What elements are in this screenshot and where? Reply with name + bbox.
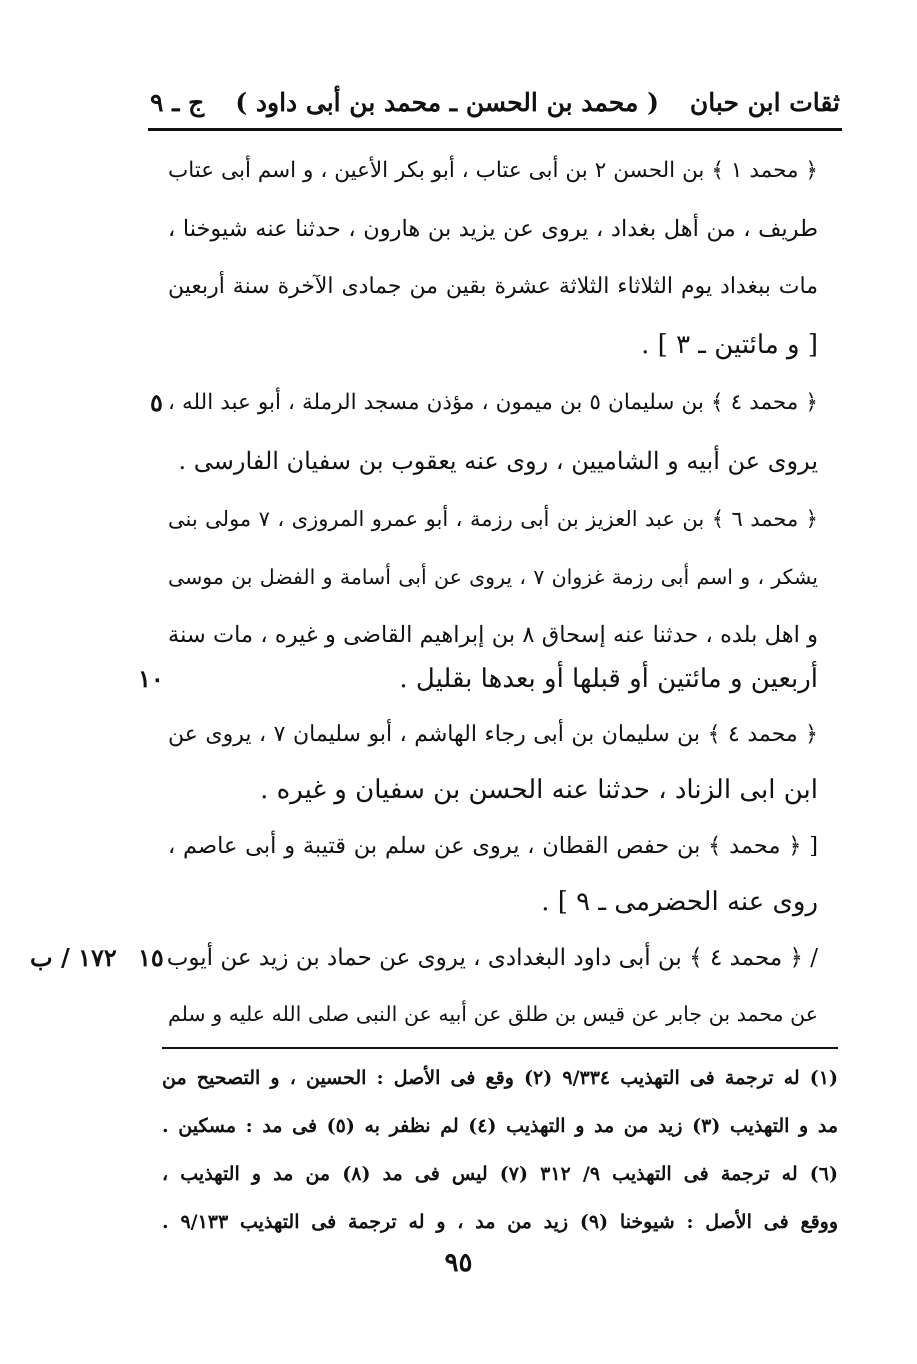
body-line: و اهل بلده ، حدثنا عنه إسحاق ٨ بن إبراهيم القاضى و غيره ، مات سنة — [168, 622, 818, 648]
body-line: / ﴿ محمد ٤ ﴾ بن أبى داود البغدادى ، يروى عن حماد بن زيد عن أيوب — [166, 945, 818, 971]
running-header — [150, 78, 840, 126]
footnote-line: مد و التهذيب (٣) زيد من مد و التهذيب (٤) لم نظفر به (٥) فى مد : مسكين . — [162, 1115, 839, 1137]
body-line: ﴿ محمد ٦ ﴾ بن عبد العزيز بن أبى رزمة ، أبو عمرو المروزى ، ٧ مولى بنى — [168, 507, 818, 531]
page-number: ٩٥ — [444, 1248, 473, 1278]
line-number-15: ١٥ — [138, 943, 164, 972]
footnote-line: (٦) له ترجمة فى التهذيب ٩/ ٣١٢ (٧) ليس فى مد (٨) من مد و التهذيب ، — [162, 1163, 838, 1185]
body-line: [ و مائتين ـ ٣ ] . — [641, 330, 818, 360]
header-range: ( محمد بن الحسن ـ محمد بن أبى داود ) — [235, 87, 659, 117]
body-line: ابن ابى الزناد ، حدثنا عنه الحسن بن سفيان و غيره . — [260, 775, 818, 805]
body-line: ﴿ محمد ٤ ﴾ بن سليمان ٥ بن ميمون ، مؤذن مسجد الرملة ، أبو عبد الله ، — [168, 390, 818, 415]
header-volume: ج ـ ٩ — [150, 87, 205, 117]
body-line: أربعين و مائتين أو قبلها أو بعدها بقليل . — [399, 664, 818, 694]
line-number-5: ٥ — [150, 388, 163, 417]
line-number-10: ١٠ — [138, 664, 164, 693]
body-line: مات ببغداد يوم الثلاثاء الثلاثة عشرة بقين من جمادى الآخرة سنة أربعين — [168, 274, 818, 299]
body-line: ﴿ محمد ٤ ﴾ بن سليمان بن أبى رجاء الهاشم ، أبو سليمان ٧ ، يروى عن — [168, 722, 819, 747]
body-line: ﴿ محمد ١ ﴾ بن الحسن ٢ بن أبى عتاب ، أبو بكر الأعين ، و اسم أبى عتاب — [168, 158, 818, 183]
footnote-line: (١) له ترجمة فى التهذيب ٩/٣٣٤ (٢) وقع فى الأصل : الحسين ، و التصحيح من — [162, 1067, 839, 1089]
body-line: روى عنه الحضرمى ـ ٩ ] . — [541, 887, 818, 917]
body-line: عن محمد بن جابر عن قيس بن طلق عن أبيه عن النبى صلى الله عليه و سلم — [168, 1002, 818, 1026]
body-line: يشكر ، و اسم أبى رزمة غزوان ٧ ، يروى عن أبى أسامة و الفضل بن موسى — [168, 565, 818, 589]
body-line: [ ﴿ محمد ﴾ بن حفص القطان ، يروى عن سلم بن قتيبة و أبى عاصم ، — [168, 833, 818, 859]
body-line: يروى عن أبيه و الشاميين ، روى عنه يعقوب بن سفيان الفارسى . — [178, 447, 818, 475]
header-rule — [148, 128, 842, 131]
body-line: طريف ، من أهل بغداد ، يروى عن يزيد بن هارون ، حدثنا عنه شيوخنا ، — [168, 216, 818, 242]
footnote-rule — [162, 1047, 838, 1049]
header-title: ثقات ابن حبان — [689, 87, 840, 117]
footnote-line: ووقع فى الأصل : شيوخنا (٩) زيد من مد ، و له ترجمة فى التهذيب ٩/١٣٣ . — [162, 1211, 839, 1233]
folio-marker: ١٧٢ / ب — [30, 943, 117, 972]
